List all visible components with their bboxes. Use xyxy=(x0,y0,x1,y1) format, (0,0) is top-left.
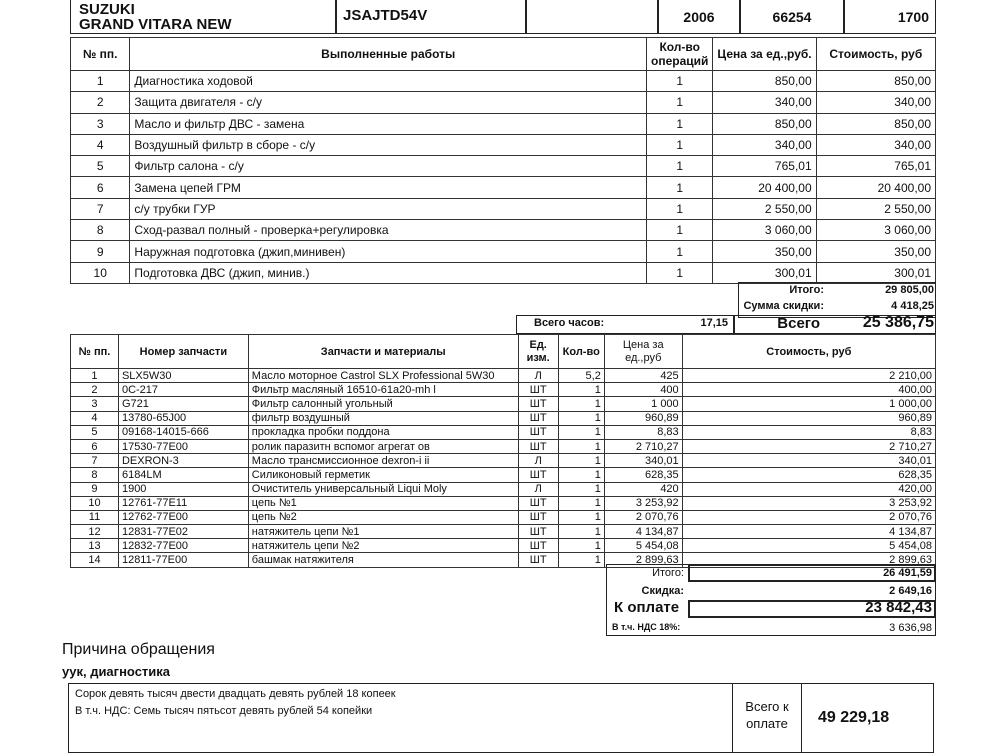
works-discount-label: Сумма скидки: xyxy=(743,300,824,312)
works-row-qty: 1 xyxy=(647,241,713,262)
works-row xyxy=(71,156,936,177)
parts-row-unit: ШТ xyxy=(518,383,558,397)
parts-row-name: Очиститель универсальный Liqui Moly xyxy=(248,482,518,496)
parts-row-qty: 1 xyxy=(558,482,604,496)
year-cell xyxy=(658,0,740,34)
parts-row-name: Масло трансмиссионное dexron-i ii xyxy=(248,454,518,468)
works-row-qty: 1 xyxy=(647,156,713,177)
works-row-price: 340,00 xyxy=(713,92,816,113)
parts-row xyxy=(71,510,936,524)
parts-row-name: Фильтр масляный 16510-61a20-mh l xyxy=(248,383,518,397)
works-row-price: 850,00 xyxy=(713,71,816,92)
works-row-qty: 1 xyxy=(647,134,713,155)
parts-header-cost: Стоимость, руб xyxy=(682,335,935,369)
parts-row-num: 14 xyxy=(71,553,119,567)
works-header-cost: Стоимость, руб xyxy=(816,38,935,71)
works-row-qty: 1 xyxy=(647,262,713,283)
parts-header-num: № пп. xyxy=(71,335,119,369)
parts-row-price: 420 xyxy=(604,482,682,496)
parts-row-price: 340,01 xyxy=(604,454,682,468)
works-row-price: 340,00 xyxy=(713,134,816,155)
parts-row-qty: 1 xyxy=(558,553,604,567)
parts-row-qty: 1 xyxy=(558,454,604,468)
works-row-price: 350,00 xyxy=(713,241,816,262)
parts-row-code: 1900 xyxy=(118,482,248,496)
parts-row-code: DEXRON-3 xyxy=(118,454,248,468)
works-row-name: Замена цепей ГРМ xyxy=(130,177,647,198)
parts-row-cost: 2 070,76 xyxy=(682,510,935,524)
parts-row-unit: ШТ xyxy=(518,525,558,539)
works-row xyxy=(71,71,936,92)
works-row-name: Сход-развал полный - проверка+регулировка xyxy=(130,220,647,241)
parts-row-cost: 4 134,87 xyxy=(682,525,935,539)
works-row-num: 5 xyxy=(71,156,130,177)
parts-row-num: 2 xyxy=(71,383,119,397)
parts-row-code: G721 xyxy=(118,397,248,411)
reason-text: уук, диагностика xyxy=(62,664,171,679)
parts-row-num: 11 xyxy=(71,510,119,524)
summary-line2: В т.ч. НДС: Семь тысяч пятьсот девять рублей 54 копейки xyxy=(75,705,373,717)
works-grand-label: Всего xyxy=(777,315,820,332)
works-row-cost: 340,00 xyxy=(816,92,935,113)
parts-row-num: 13 xyxy=(71,539,119,553)
parts-row-cost: 2 710,27 xyxy=(682,439,935,453)
parts-row-qty: 1 xyxy=(558,411,604,425)
parts-row-code: 12761-77E11 xyxy=(118,496,248,510)
parts-row-num: 1 xyxy=(71,369,119,383)
summary-total-label-1: Всего к xyxy=(745,699,789,714)
parts-row-name: Силиконовый герметик xyxy=(248,468,518,482)
parts-row-num: 3 xyxy=(71,397,119,411)
parts-total-value: 26 491,59 xyxy=(883,567,932,579)
parts-row xyxy=(71,397,936,411)
works-row-name: Масло и фильтр ДВС - замена xyxy=(130,113,647,134)
parts-row-name: Масло моторное Castrol SLX Professional 5W30 xyxy=(248,369,518,383)
parts-header-row xyxy=(71,335,936,369)
parts-row-unit: ШТ xyxy=(518,439,558,453)
parts-row-name: ролик паразитн вспомог агрегат ов xyxy=(248,439,518,453)
parts-row-num: 7 xyxy=(71,454,119,468)
works-row-price: 300,01 xyxy=(713,262,816,283)
parts-row xyxy=(71,525,936,539)
parts-row-code: 12762-77E00 xyxy=(118,510,248,524)
parts-row-cost: 2 899,63 xyxy=(682,553,935,567)
parts-row-cost: 5 454,08 xyxy=(682,539,935,553)
works-row-qty: 1 xyxy=(647,113,713,134)
parts-row-unit: ШТ xyxy=(518,425,558,439)
parts-row-qty: 1 xyxy=(558,539,604,553)
works-row-name: Фильтр салона - с/у xyxy=(130,156,647,177)
vehicle-model: GRAND VITARA NEW xyxy=(79,16,232,33)
works-grand-value: 25 386,75 xyxy=(862,314,934,331)
parts-row-cost: 1 000,00 xyxy=(682,397,935,411)
parts-row-qty: 1 xyxy=(558,510,604,524)
parts-header-code: Номер запчасти xyxy=(118,335,248,369)
parts-row-price: 960,89 xyxy=(604,411,682,425)
parts-row-code: SLX5W30 xyxy=(118,369,248,383)
parts-row-num: 12 xyxy=(71,525,119,539)
works-row-num: 9 xyxy=(71,241,130,262)
parts-row-code: 0C-217 xyxy=(118,383,248,397)
parts-vat-value: 3 636,98 xyxy=(889,622,932,634)
parts-row-unit: ШТ xyxy=(518,539,558,553)
works-row-qty: 1 xyxy=(647,177,713,198)
vehicle-year: 2006 xyxy=(683,9,715,25)
mileage-cell xyxy=(740,0,844,34)
works-row-price: 3 060,00 xyxy=(713,220,816,241)
works-header-row xyxy=(71,38,936,71)
parts-row-code: 12832-77E00 xyxy=(118,539,248,553)
parts-row-code: 12811-77E00 xyxy=(118,553,248,567)
parts-header-unit: Ед. изм. xyxy=(518,335,558,369)
parts-row-cost: 960,89 xyxy=(682,411,935,425)
parts-row-cost: 628,35 xyxy=(682,468,935,482)
parts-discount-label: Скидка: xyxy=(641,585,684,597)
summary-total-label-2: оплате xyxy=(746,716,788,731)
parts-row-name: натяжитель цепи №2 xyxy=(248,539,518,553)
parts-row-price: 4 134,87 xyxy=(604,525,682,539)
parts-row xyxy=(71,539,936,553)
summary-line1: Сорок девять тысяч двести двадцать девять рублей 18 копеек xyxy=(75,688,396,700)
parts-row-qty: 1 xyxy=(558,525,604,539)
engine-cell xyxy=(844,0,936,34)
works-row xyxy=(71,198,936,219)
parts-row-unit: ШТ xyxy=(518,510,558,524)
parts-row-unit: ШТ xyxy=(518,411,558,425)
works-row-name: Подготовка ДВС (джип, минив.) xyxy=(130,262,647,283)
summary-total-value: 49 229,18 xyxy=(818,709,890,726)
works-hours-value: 17,15 xyxy=(700,317,728,329)
parts-row-unit: Л xyxy=(518,482,558,496)
works-row-num: 7 xyxy=(71,198,130,219)
parts-row-unit: ШТ xyxy=(518,397,558,411)
works-row-num: 1 xyxy=(71,71,130,92)
parts-header-price: Цена за ед.,руб xyxy=(604,335,682,369)
works-row-num: 6 xyxy=(71,177,130,198)
works-row-qty: 1 xyxy=(647,198,713,219)
works-header-qty: Кол-во операций xyxy=(647,38,713,71)
works-row-name: с/у трубки ГУР xyxy=(130,198,647,219)
works-row xyxy=(71,241,936,262)
parts-row-num: 9 xyxy=(71,482,119,496)
works-row-price: 20 400,00 xyxy=(713,177,816,198)
parts-row-price: 628,35 xyxy=(604,468,682,482)
parts-row-code: 12831-77E02 xyxy=(118,525,248,539)
parts-row-price: 2 710,27 xyxy=(604,439,682,453)
works-row-num: 3 xyxy=(71,113,130,134)
works-row-cost: 340,00 xyxy=(816,134,935,155)
works-row-name: Защита двигателя - с/у xyxy=(130,92,647,113)
parts-row-unit: ШТ xyxy=(518,496,558,510)
works-row-cost: 3 060,00 xyxy=(816,220,935,241)
parts-row-name: цепь №2 xyxy=(248,510,518,524)
parts-row xyxy=(71,425,936,439)
parts-row-code: 17530-77E00 xyxy=(118,439,248,453)
parts-row-name: фильтр воздушный xyxy=(248,411,518,425)
parts-vat-label: В т.ч. НДС 18%: xyxy=(612,622,681,632)
parts-table xyxy=(70,334,936,568)
works-row-cost: 350,00 xyxy=(816,241,935,262)
parts-row-name: натяжитель цепи №1 xyxy=(248,525,518,539)
parts-row-qty: 1 xyxy=(558,439,604,453)
parts-row-num: 10 xyxy=(71,496,119,510)
works-row-cost: 850,00 xyxy=(816,113,935,134)
works-row-num: 2 xyxy=(71,92,130,113)
works-row xyxy=(71,134,936,155)
parts-row-cost: 2 210,00 xyxy=(682,369,935,383)
parts-row-price: 2 070,76 xyxy=(604,510,682,524)
parts-row-qty: 1 xyxy=(558,425,604,439)
parts-discount-value: 2 649,16 xyxy=(889,585,932,597)
parts-row-name: цепь №1 xyxy=(248,496,518,510)
works-row-qty: 1 xyxy=(647,71,713,92)
parts-row-qty: 5,2 xyxy=(558,369,604,383)
works-row-qty: 1 xyxy=(647,220,713,241)
parts-pay-label: К оплате xyxy=(614,599,680,616)
parts-row-code: 13780-65J00 xyxy=(118,411,248,425)
works-row-price: 850,00 xyxy=(713,113,816,134)
parts-row-cost: 420,00 xyxy=(682,482,935,496)
parts-row-price: 5 454,08 xyxy=(604,539,682,553)
works-row-num: 4 xyxy=(71,134,130,155)
works-row-price: 2 550,00 xyxy=(713,198,816,219)
works-row xyxy=(71,113,936,134)
empty-cell xyxy=(526,0,658,34)
works-row xyxy=(71,262,936,283)
parts-row-qty: 1 xyxy=(558,397,604,411)
parts-row-qty: 1 xyxy=(558,496,604,510)
parts-header-name: Запчасти и материалы xyxy=(248,335,518,369)
works-discount-value: 4 418,25 xyxy=(891,300,934,312)
parts-row-num: 4 xyxy=(71,411,119,425)
works-header-price: Цена за ед.,руб. xyxy=(713,38,816,71)
works-row-qty: 1 xyxy=(647,92,713,113)
works-row-cost: 850,00 xyxy=(816,71,935,92)
vehicle-vin: JSAJTD54V xyxy=(343,7,428,24)
parts-row xyxy=(71,454,936,468)
works-row-cost: 2 550,00 xyxy=(816,198,935,219)
parts-row xyxy=(71,383,936,397)
parts-row-num: 6 xyxy=(71,439,119,453)
works-hours-label: Всего часов: xyxy=(534,317,605,329)
parts-row-cost: 8,83 xyxy=(682,425,935,439)
parts-row xyxy=(71,496,936,510)
works-row-num: 10 xyxy=(71,262,130,283)
parts-row xyxy=(71,482,936,496)
parts-total-label: Итого: xyxy=(652,567,684,579)
parts-row-unit: ШТ xyxy=(518,468,558,482)
works-total-value: 29 805,00 xyxy=(885,284,934,296)
works-row-name: Диагностика ходовой xyxy=(130,71,647,92)
parts-row-price: 400 xyxy=(604,383,682,397)
parts-row-unit: Л xyxy=(518,369,558,383)
works-row-name: Воздушный фильтр в сборе - с/у xyxy=(130,134,647,155)
parts-row xyxy=(71,439,936,453)
works-row-cost: 300,01 xyxy=(816,262,935,283)
vehicle-make-cell xyxy=(70,0,336,34)
reason-title: Причина обращения xyxy=(62,641,215,658)
parts-row-price: 3 253,92 xyxy=(604,496,682,510)
parts-row-price: 425 xyxy=(604,369,682,383)
works-row xyxy=(71,177,936,198)
parts-row-cost: 340,01 xyxy=(682,454,935,468)
parts-row-qty: 1 xyxy=(558,383,604,397)
parts-row-unit: Л xyxy=(518,454,558,468)
parts-row-name: Фильтр салонный угольный xyxy=(248,397,518,411)
works-total-label: Итого: xyxy=(789,284,824,296)
parts-row xyxy=(71,369,936,383)
parts-row-code: 09168-14015-666 xyxy=(118,425,248,439)
parts-row-code: 6184LM xyxy=(118,468,248,482)
works-row xyxy=(71,220,936,241)
works-row-name: Наружная подготовка (джип,минивен) xyxy=(130,241,647,262)
parts-row-name: башмак натяжителя xyxy=(248,553,518,567)
parts-header-qty: Кол-во xyxy=(558,335,604,369)
works-row-cost: 20 400,00 xyxy=(816,177,935,198)
works-header-name: Выполненные работы xyxy=(130,38,647,71)
works-row-cost: 765,01 xyxy=(816,156,935,177)
works-table xyxy=(70,37,936,284)
parts-row-cost: 400,00 xyxy=(682,383,935,397)
parts-row-unit: ШТ xyxy=(518,553,558,567)
parts-row-name: прокладка пробки поддона xyxy=(248,425,518,439)
works-row-num: 8 xyxy=(71,220,130,241)
parts-row xyxy=(71,411,936,425)
works-header-num: № пп. xyxy=(71,38,130,71)
vehicle-mileage: 66254 xyxy=(772,9,812,25)
parts-row-price: 2 899,63 xyxy=(604,553,682,567)
parts-row-qty: 1 xyxy=(558,468,604,482)
vin-cell xyxy=(336,0,526,34)
parts-row-num: 8 xyxy=(71,468,119,482)
vehicle-engine: 1700 xyxy=(897,9,929,25)
vehicle-make: SUZUKI xyxy=(79,1,135,18)
parts-row-price: 1 000 xyxy=(604,397,682,411)
parts-row-price: 8,83 xyxy=(604,425,682,439)
works-row-price: 765,01 xyxy=(713,156,816,177)
parts-pay-value: 23 842,43 xyxy=(865,599,932,616)
parts-row-cost: 3 253,92 xyxy=(682,496,935,510)
parts-row-num: 5 xyxy=(71,425,119,439)
parts-row xyxy=(71,468,936,482)
works-row xyxy=(71,92,936,113)
